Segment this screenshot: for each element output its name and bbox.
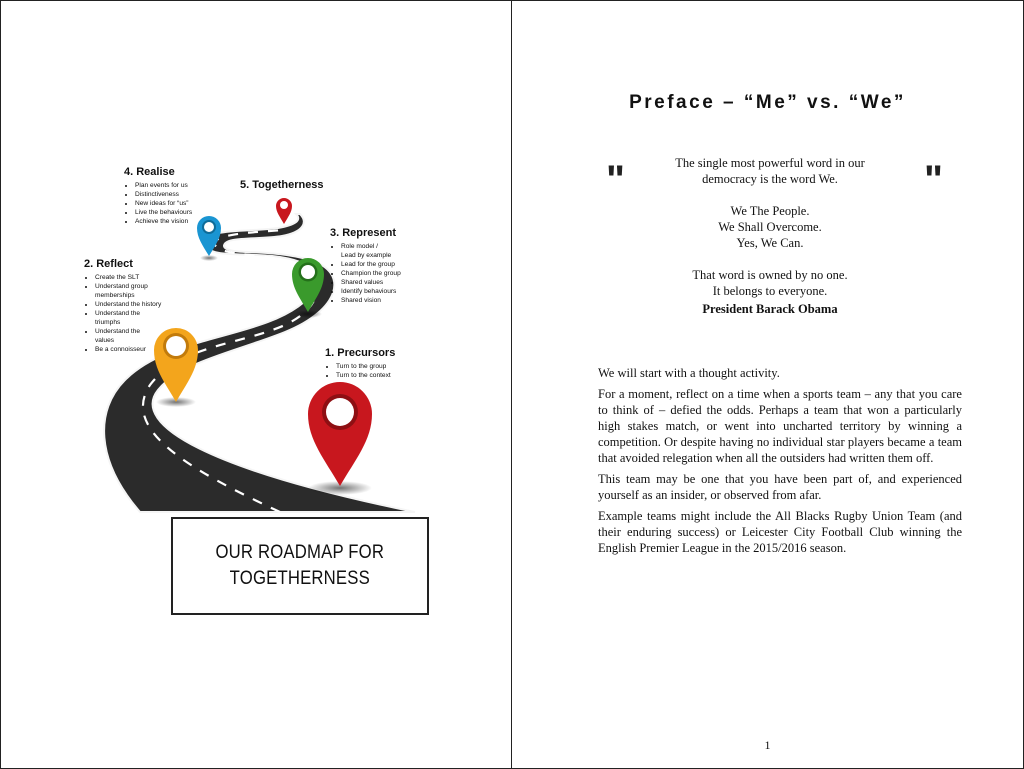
quote-line: We The People. [730, 204, 810, 218]
roadmap-title-line-1: OUR ROADMAP FOR [215, 542, 385, 563]
stage-item: • Understand the history [95, 300, 161, 309]
paragraph: For a moment, reflect on a time when a sports team – any that you care to think of – defied the odds. Perhaps a team that won a particularly high stakes match, or went into uncharted territory by winning a competition. Or despite having no individual star players became a team that avoided relegation when all the outsiders had written them off. [598, 387, 962, 465]
close-quote-icon: " [924, 158, 943, 202]
stage-item: • Live the behaviours [135, 208, 192, 217]
quote-author: President Barack Obama [702, 302, 838, 316]
stage-item: • Lead for the group [341, 260, 401, 269]
stage-title: 1. Precursors [325, 347, 396, 359]
stage-item: • Understand the [95, 327, 161, 336]
quote-line: Yes, We Can. [736, 236, 804, 250]
stage-item: • Plan events for us [135, 181, 192, 190]
stage-item: • Turn to the context [336, 371, 395, 380]
stage-togetherness [240, 179, 324, 194]
stage-item: • Champion the group [341, 269, 401, 278]
stage-realise [124, 166, 192, 226]
stage-title: 2. Reflect [84, 258, 133, 270]
stage-item: • New ideas for “us” [135, 199, 192, 208]
quote-line: democracy is the word We. [702, 172, 838, 186]
stage-title: 3. Represent [330, 227, 397, 239]
stage-item: Lead by example [341, 252, 392, 259]
stage-item: • Identify behaviours [341, 287, 401, 296]
paragraph: We will start with a thought activity. [598, 366, 780, 380]
stage-item: triumphs [95, 319, 121, 326]
paragraph: Example teams might include the All Blacks Rugby Union Team (and their enduring success) or Leicester City Football Club winning the English Premier League in the 2015/2016 season. [598, 509, 962, 555]
obama-quote [640, 155, 900, 317]
stage-item: • Distinctiveness [135, 190, 192, 199]
stage-item: • Achieve the vision [135, 217, 192, 226]
quote-line: We Shall Overcome. [718, 220, 822, 234]
quote-line: It belongs to everyone. [712, 284, 828, 298]
stage-item: values [95, 337, 115, 344]
stage-item: • Shared vision [341, 296, 401, 305]
stage-item: • Understand group [95, 282, 161, 291]
quote-line: The single most powerful word in our [675, 156, 865, 170]
roadmap-title-line-2: TOGETHERNESS [229, 568, 371, 589]
stage-title: 5. Togetherness [240, 179, 324, 191]
stage-precursors [325, 347, 395, 380]
red-pin-large-icon [308, 382, 372, 486]
preface-title: Preface – “Me” vs. “We” [629, 92, 906, 113]
paragraph: This team may be one that you have been part of, and experienced yourself as an insider, or observed from afar. [598, 472, 962, 502]
quote-line: That word is owned by no one. [692, 268, 848, 282]
stage-item: • Create the SLT [95, 273, 161, 282]
stage-item: memberships [95, 292, 135, 299]
open-quote-icon: " [606, 158, 625, 202]
stage-title: 4. Realise [124, 166, 175, 178]
roadmap-title-box [171, 517, 429, 615]
stage-represent [330, 227, 401, 305]
stage-item: • Shared values [341, 278, 401, 287]
stage-item: • Role model / [341, 242, 401, 251]
body-text [598, 365, 962, 561]
stage-item: • Turn to the group [336, 362, 395, 371]
stage-item: • Understand the [95, 309, 161, 318]
page-number: 1 [764, 738, 771, 752]
stage-item: • Be a connoisseur [95, 345, 161, 354]
stage-reflect [84, 258, 161, 354]
